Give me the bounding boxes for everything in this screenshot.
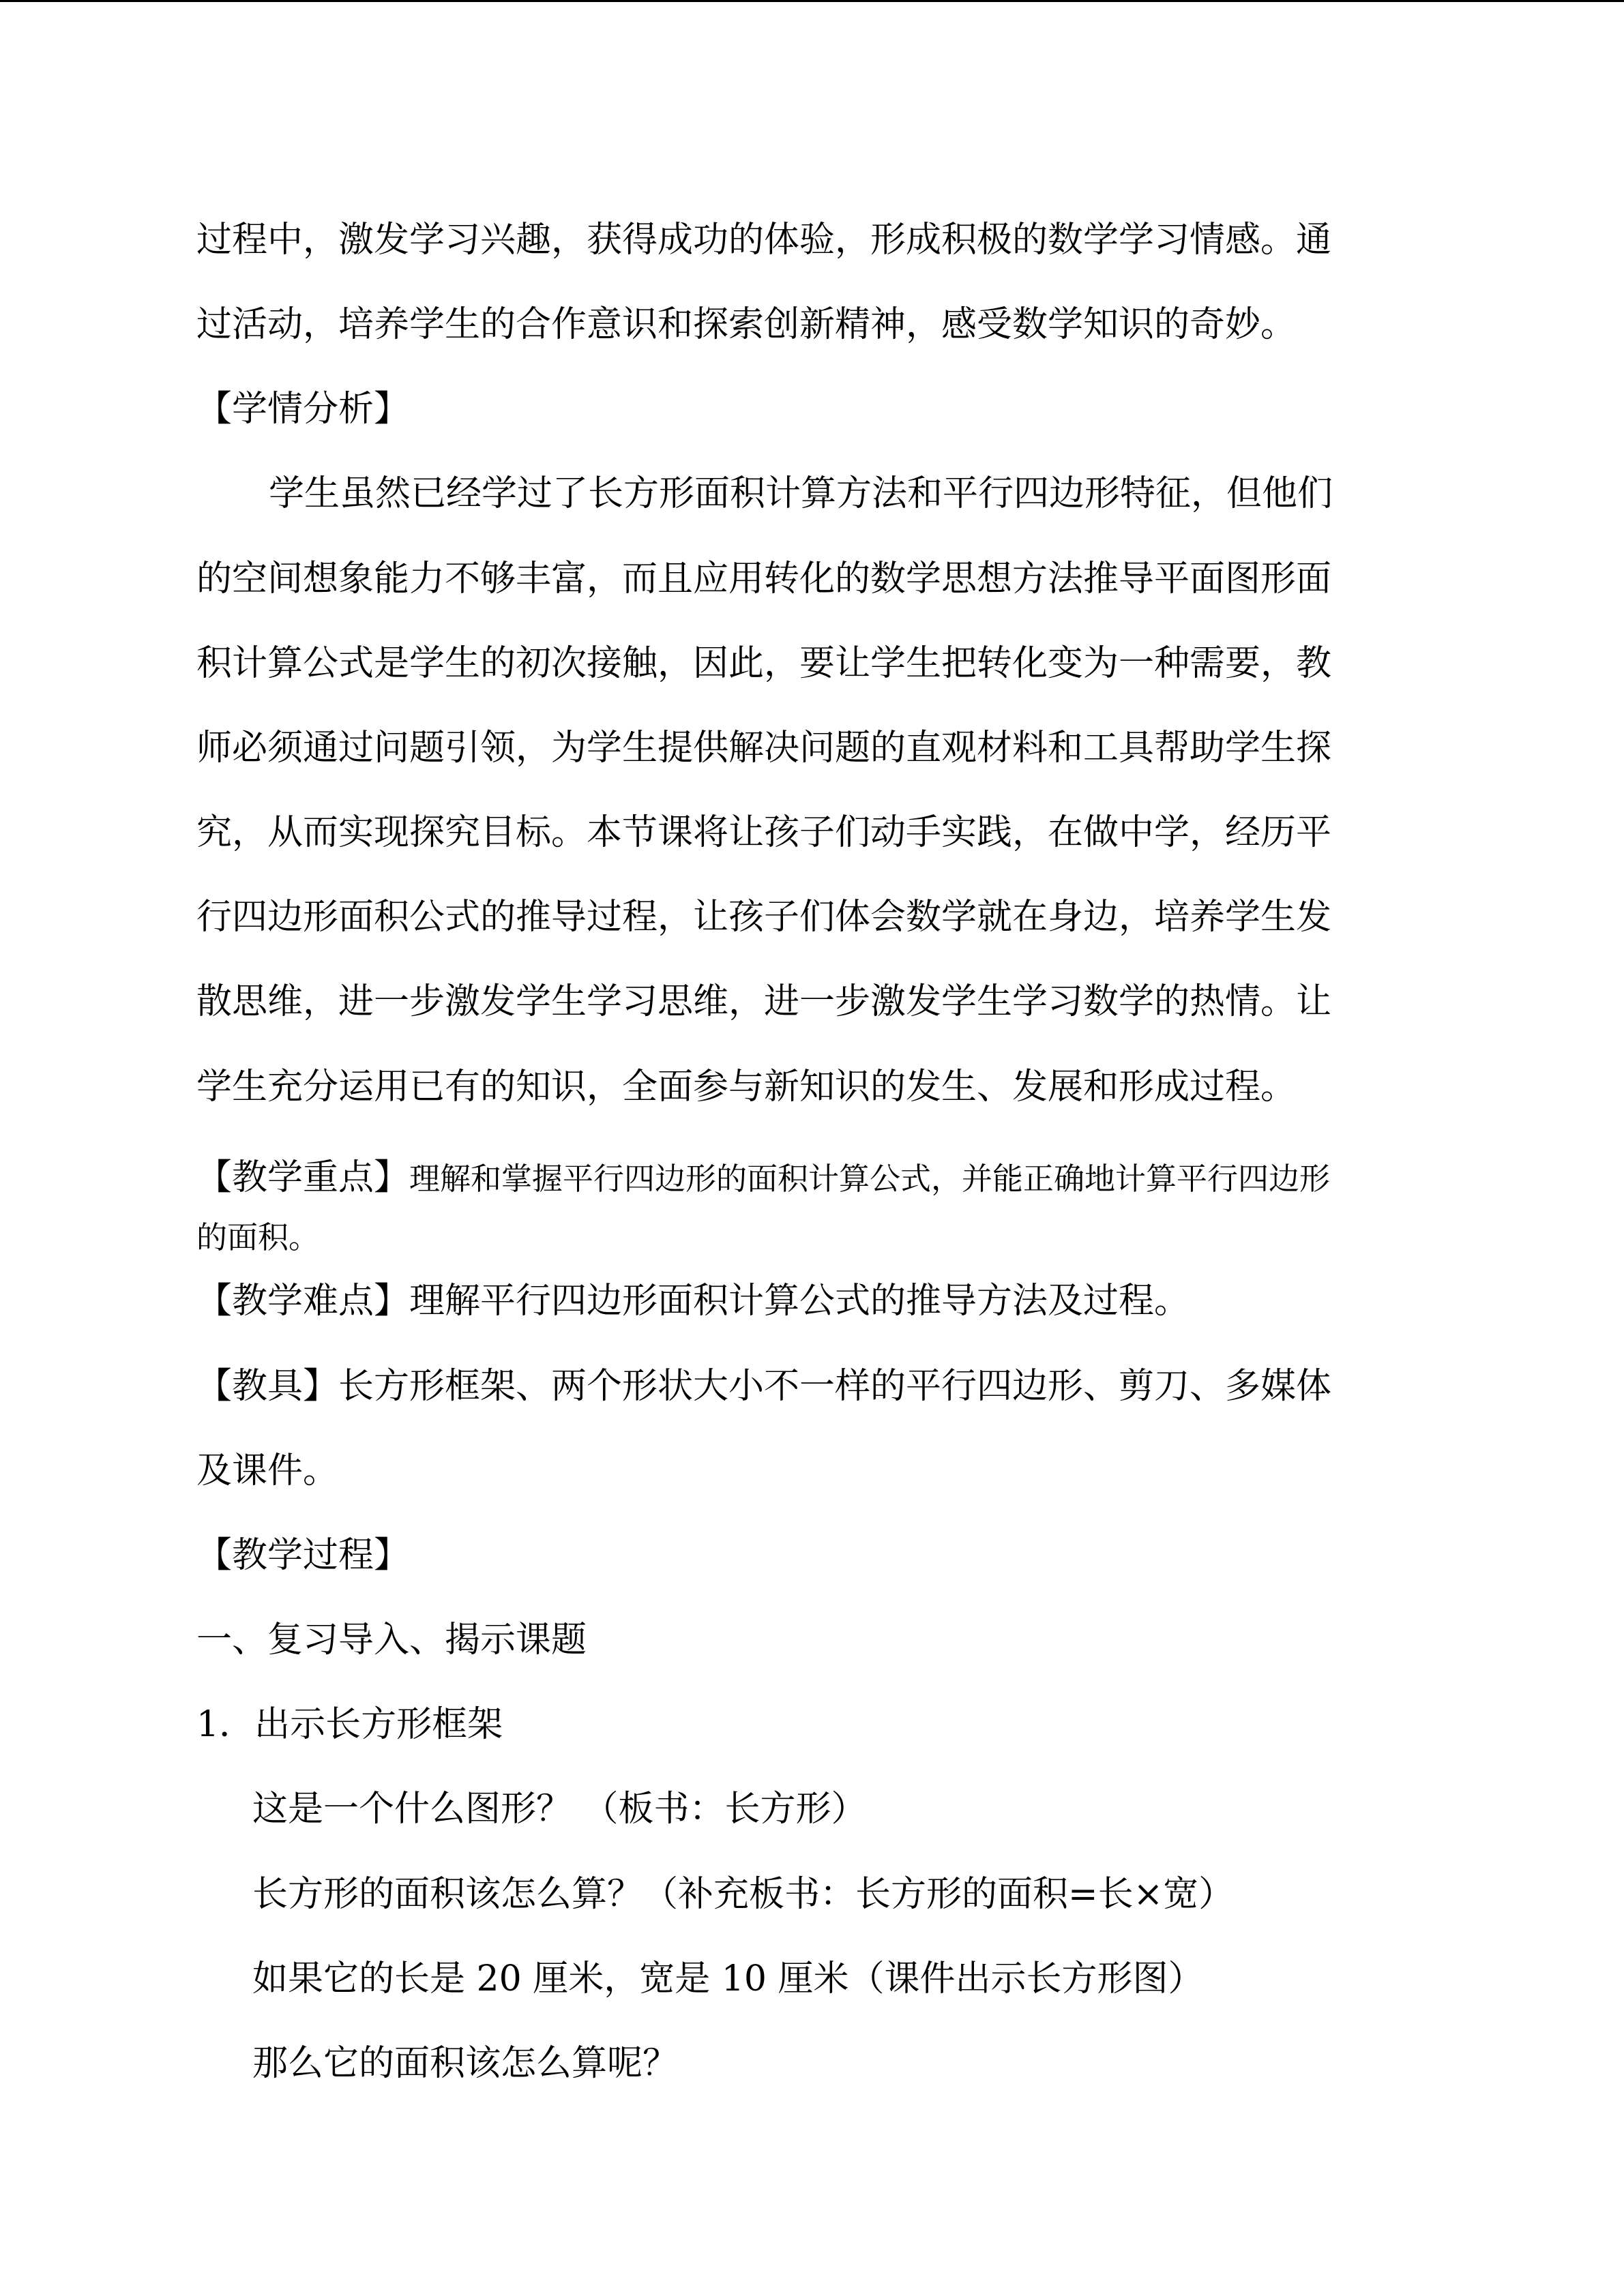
nandian-line: [196, 1277, 1190, 1325]
section-1-title: 一、复习导入、揭示课题: [196, 1620, 587, 1660]
zhongdian-line-2: 的面积。: [196, 1219, 320, 1255]
heading-guocheng: 【教学过程】: [196, 1535, 410, 1576]
zhongdian-text: 理解和掌握平行四边形的面积计算公式，并能正确地计算平行四边形: [409, 1161, 1331, 1197]
guocheng-line-1: 这是一个什么图形？ （板书：长方形）: [252, 1789, 867, 1830]
jiaoju-line-1: [196, 1362, 1331, 1410]
zhongdian-line-1: [196, 1154, 1330, 1202]
intro-line-1: 过程中，激发学习兴趣，获得成功的体验，形成积极的数学学习情感。通: [196, 220, 1332, 260]
intro-line-2: 过活动，培养学生的合作意识和探索创新精神，感受数学知识的奇妙。: [196, 304, 1297, 345]
xueqing-line-3: 积计算公式是学生的初次接触，因此，要让学生把转化变为一种需要，教: [196, 643, 1332, 684]
nandian-text: 理解平行四边形面积计算公式的推导方法及过程。: [409, 1281, 1190, 1322]
xueqing-line-4: 师必须通过问题引领，为学生提供解决问题的直观材料和工具帮助学生探: [196, 728, 1332, 769]
item-1-title: 1．出示长方形框架: [196, 1704, 503, 1745]
jiaoju-line-2: 及课件。: [196, 1450, 339, 1491]
xueqing-line-5: 究，从而实现探究目标。本节课将让孩子们动手实践，在做中学，经历平: [196, 812, 1332, 853]
guocheng-line-4: 那么它的面积该怎么算呢？: [252, 2043, 679, 2084]
heading-xueqing: 【学情分析】: [196, 389, 410, 430]
jiaoju-text: 长方形框架、两个形状大小不一样的平行四边形、剪刀、多媒体: [338, 1366, 1332, 1407]
nandian-label: 【教学难点】: [196, 1281, 410, 1322]
guocheng-line-3: 如果它的长是 20 厘米，宽是 10 厘米（课件出示长方形图）: [252, 1958, 1204, 1999]
xueqing-line-1: 学生虽然已经学过了长方形面积计算方法和平行四边形特征，但他们: [269, 473, 1333, 514]
xueqing-line-7: 散思维，进一步激发学生学习思维，进一步激发学生学习数学的热情。让: [196, 981, 1332, 1022]
xueqing-line-2: 的空间想象能力不够丰富，而且应用转化的数学思想方法推导平面图形面: [196, 558, 1332, 599]
jiaoju-label: 【教具】: [196, 1366, 339, 1407]
xueqing-line-6: 行四边形面积公式的推导过程，让孩子们体会数学就在身边，培养学生发: [196, 897, 1332, 938]
xueqing-line-8: 学生充分运用已有的知识，全面参与新知识的发生、发展和形成过程。: [196, 1067, 1297, 1107]
document-page: [196, 0, 1417, 2296]
guocheng-line-2: 长方形的面积该怎么算？（补充板书：长方形的面积=长×宽）: [252, 1874, 1235, 1915]
zhongdian-label: 【教学重点】: [196, 1157, 410, 1198]
